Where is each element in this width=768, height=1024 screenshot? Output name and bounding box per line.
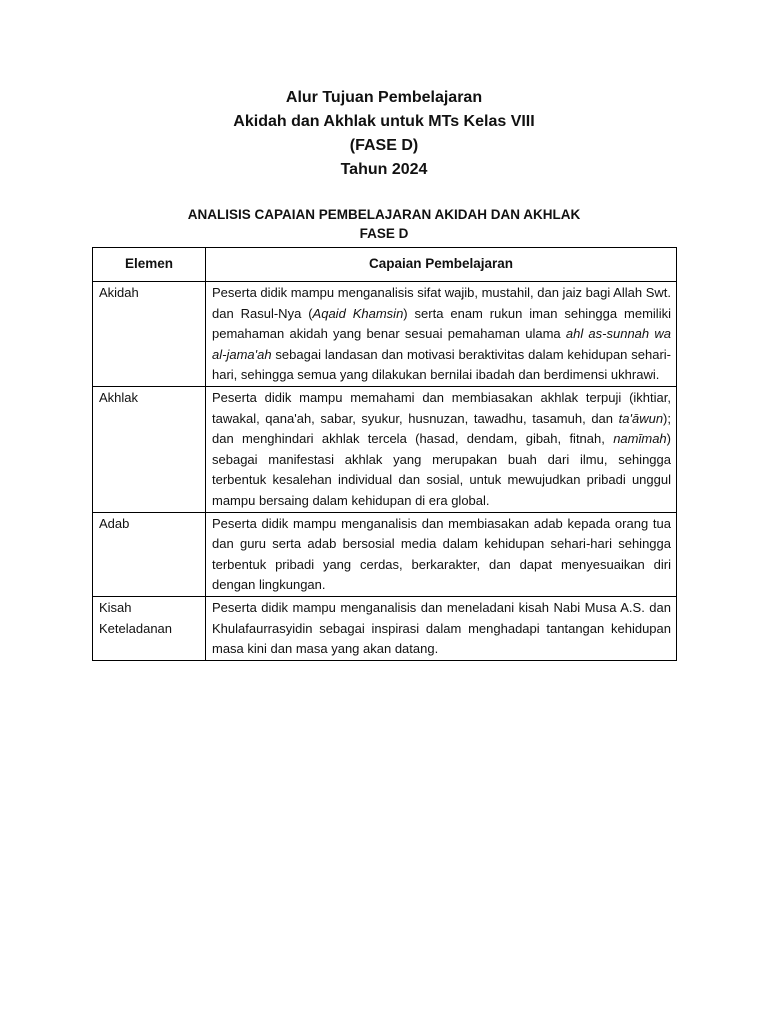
title-line-1: Alur Tujuan Pembelajaran (285, 89, 483, 106)
section-heading-line-1: ANALISIS CAPAIAN PEMBELAJARAN AKIDAH DAN AKHLAK (187, 207, 581, 222)
document-title (0, 86, 768, 182)
elemen-cell: Akhlak (93, 386, 206, 512)
table-body (93, 282, 677, 661)
table-row (93, 596, 677, 660)
title-line-3: (FASE D) (349, 137, 419, 154)
elemen-cell: Kisah Keteladanan (93, 596, 206, 660)
italic-term: ahl as-sunnah wa al-jama'ah (212, 326, 671, 362)
capaian-cell: Peserta didik mampu memahami dan membiasakan akhlak terpuji (ikhtiar, tawakal, qana'ah, sabar, syukur, husnuzan, tawadhu, tasamuh, dan ta'āwun); dan menghindari akhlak tercela (hasad, dendam, gibah, fitnah, namīmah) sebagai manifestasi akhlak yang merupakan buah dari ilmu, sehingga terbentuk kesalehan individual dan sosial, untuk mewujudkan pribadi unggul mampu bersaing dalam kehidupan di era global. (206, 386, 677, 512)
section-heading (0, 205, 768, 243)
capaian-cell: Peserta didik mampu menganalisis sifat wajib, mustahil, dan jaiz bagi Allah Swt. dan Rasul-Nya (Aqaid Khamsin) serta enam rukun iman sehingga memiliki pemahaman akidah yang benar sesuai pemahaman ulama ahl as-sunnah wa al-jama'ah sebagai landasan dan motivasi beraktivitas dalam kehidupan sehari-hari, sehingga semua yang dilakukan bernilai ibadah dan berdimensi ukhrawi. (206, 282, 677, 387)
elemen-cell: Akidah (93, 282, 206, 387)
header-capaian: Capaian Pembelajaran (206, 248, 677, 282)
table-row (93, 512, 677, 596)
capaian-cell: Peserta didik mampu menganalisis dan meneladani kisah Nabi Musa A.S. dan Khulafaurrasyidin sebagai inspirasi dalam menghadapi tantangan kehidupan masa kini dan masa yang akan datang. (206, 596, 677, 660)
table-row (93, 282, 677, 387)
capaian-cell: Peserta didik mampu menganalisis dan membiasakan adab kepada orang tua dan guru serta adab bersosial media dalam kehidupan sehari-hari sehingga terbentuk pribadi yang cerdas, berkarakter, dan dapat menyesuaikan diri dengan lingkungan. (206, 512, 677, 596)
title-line-4: Tahun 2024 (340, 161, 428, 178)
title-line-2: Akidah dan Akhlak untuk MTs Kelas VIII (233, 113, 535, 130)
italic-term: namīmah (613, 431, 667, 447)
table-row (93, 386, 677, 512)
section-heading-line-2: FASE D (359, 226, 409, 241)
capaian-pembelajaran-table (92, 247, 677, 661)
italic-term: ta'āwun (618, 410, 664, 426)
header-elemen: Elemen (93, 248, 206, 282)
table-header-row (93, 248, 677, 282)
elemen-cell: Adab (93, 512, 206, 596)
italic-term: Aqaid Khamsin (312, 305, 404, 321)
